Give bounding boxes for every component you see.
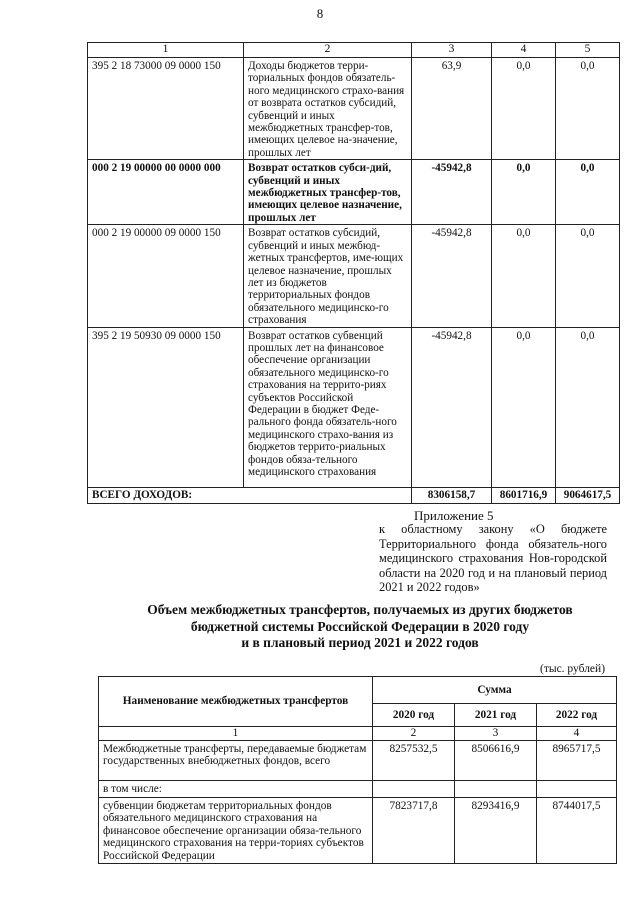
title-line-3: и в плановый период 2021 и 2022 годов bbox=[241, 635, 479, 650]
appendix-law-reference: к областному закону «О бюджете Территориального фонда обязатель-ного медицинского страхования Нов-городской области на 2020 год и на плановый период 2021 и 2022 годов» bbox=[379, 522, 607, 595]
page-title bbox=[80, 602, 640, 652]
table-row bbox=[88, 160, 620, 225]
table-row bbox=[88, 327, 620, 487]
total-label: ВСЕГО ДОХОДОВ: bbox=[88, 487, 412, 503]
table-row bbox=[88, 225, 620, 327]
row-name: Возврат остатков субси-дий, субвенций и иных межбюджетных трансфер-тов, имеющих целевое назначение, прошлых лет bbox=[244, 160, 412, 225]
col-number-1: 1 bbox=[99, 727, 373, 741]
col-number-2: 2 bbox=[244, 43, 412, 58]
budget-code: 000 2 19 00000 09 0000 150 bbox=[88, 225, 244, 327]
units-label: (тыс. рублей) bbox=[540, 663, 606, 675]
budget-code: 395 2 18 73000 09 0000 150 bbox=[88, 58, 244, 160]
table-header-row bbox=[99, 677, 617, 704]
value-2020: -45942,8 bbox=[412, 327, 492, 487]
row-name: Межбюджетные трансферты, передаваемые бюджетам государственных внебюджетных фондов, всего bbox=[99, 741, 373, 781]
value-2021: 0,0 bbox=[492, 160, 556, 225]
budget-code: 000 2 19 00000 00 0000 000 bbox=[88, 160, 244, 225]
col-number-1: 1 bbox=[88, 43, 244, 58]
col-number-5: 5 bbox=[556, 43, 620, 58]
total-2021: 8601716,9 bbox=[492, 487, 556, 503]
total-2020: 8306158,7 bbox=[412, 487, 492, 503]
col-number-3: 3 bbox=[455, 727, 537, 741]
budget-code: 395 2 19 50930 09 0000 150 bbox=[88, 327, 244, 487]
table-row bbox=[99, 781, 617, 798]
column-numbers-row bbox=[99, 727, 617, 741]
value-2022: 0,0 bbox=[556, 58, 620, 160]
year-2020-header: 2020 год bbox=[373, 704, 455, 727]
appendix-label: Приложение 5 bbox=[414, 508, 494, 523]
value-2022: 8744017,5 bbox=[537, 798, 617, 864]
value-2021: 0,0 bbox=[492, 225, 556, 327]
total-2022: 9064617,5 bbox=[556, 487, 620, 503]
table-row bbox=[99, 798, 617, 864]
value-2021: 0,0 bbox=[492, 58, 556, 160]
value-2022: 0,0 bbox=[556, 160, 620, 225]
value-2021: 8293416,9 bbox=[455, 798, 537, 864]
col-name-header: Наименование межбюджетных трансфертов bbox=[99, 677, 373, 727]
row-name: Возврат остатков субсидий, субвенций и иных межбюд-жетных трансфертов, име-ющих целевое назначение, прошлых лет из бюджетов территориальных фондов обязательного медицинско-го страхования bbox=[244, 225, 412, 327]
value-2021 bbox=[455, 781, 537, 798]
table-row bbox=[88, 58, 620, 160]
col-number-4: 4 bbox=[492, 43, 556, 58]
value-2022: 0,0 bbox=[556, 327, 620, 487]
value-2021: 8506616,9 bbox=[455, 741, 537, 781]
value-2020: 8257532,5 bbox=[373, 741, 455, 781]
table-header-row bbox=[88, 43, 620, 58]
value-2020: -45942,8 bbox=[412, 160, 492, 225]
table-row bbox=[99, 741, 617, 781]
row-name: субвенции бюджетам территориальных фондов обязательного медицинского страхования на финансовое обеспечение организации обяза-тельного медицинского страхования на терри-ториях субъектов Российской Федерации bbox=[99, 798, 373, 864]
revenue-table bbox=[87, 42, 620, 504]
col-sum-header: Сумма bbox=[373, 677, 617, 704]
total-row bbox=[88, 487, 620, 503]
transfers-table bbox=[98, 676, 617, 864]
title-line-2: бюджетной системы Российской Федерации в 2020 году bbox=[190, 618, 530, 634]
value-2022: 0,0 bbox=[556, 225, 620, 327]
row-name: Доходы бюджетов терри-ториальных фондов обязатель-ного медицинского страхо-вания от возврата остатков субсидий, субвенций и иных межбюджетных трансфер-тов, имеющих целевое на-значение, прошлых лет bbox=[244, 58, 412, 160]
col-number-3: 3 bbox=[412, 43, 492, 58]
title-line-1: Объем межбюджетных трансфертов, получаемых из других бюджетов bbox=[147, 602, 573, 617]
row-name: в том числе: bbox=[99, 781, 373, 798]
row-name: Возврат остатков субвенций прошлых лет на финансовое обеспечение организации обязательного медицинско-го страхования на террито-риях субъектов Российской Федерации в бюджет Феде-рального фонда обязатель-ного медицинского страхо-вания из бюджетов террито-риальных фондов обяза-тельного медицинского страхования bbox=[244, 327, 412, 487]
col-number-2: 2 bbox=[373, 727, 455, 741]
page-number: 8 bbox=[316, 6, 324, 21]
value-2020: 7823717,8 bbox=[373, 798, 455, 864]
year-2021-header: 2021 год bbox=[455, 704, 537, 727]
year-2022-header: 2022 год bbox=[537, 704, 617, 727]
value-2020: 63,9 bbox=[412, 58, 492, 160]
col-number-4: 4 bbox=[537, 727, 617, 741]
value-2020: -45942,8 bbox=[412, 225, 492, 327]
value-2020 bbox=[373, 781, 455, 798]
value-2022: 8965717,5 bbox=[537, 741, 617, 781]
value-2021: 0,0 bbox=[492, 327, 556, 487]
value-2022 bbox=[537, 781, 617, 798]
